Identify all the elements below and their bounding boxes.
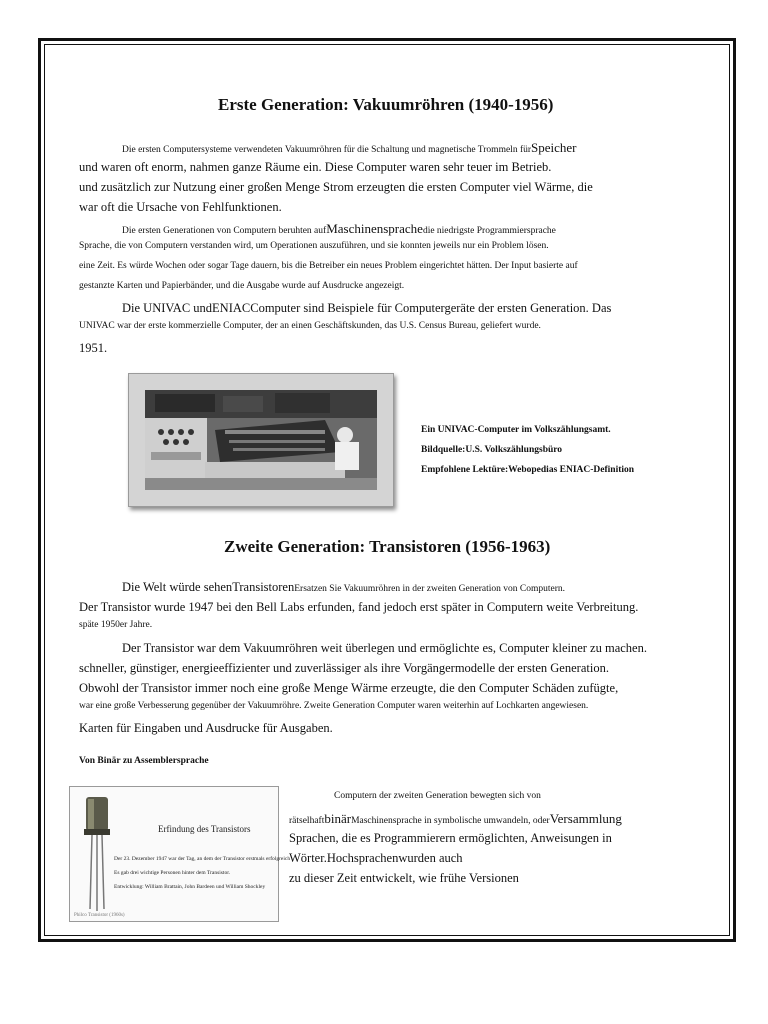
section-title-second-generation: Zweite Generation: Transistoren (1956-1963) xyxy=(224,537,551,556)
transistor-image-heading: Erfindung des Transistors xyxy=(158,824,251,834)
paragraph-line: UNIVAC war der erste kommerzielle Computer, der an einen Geschäftskunden, das U.S. Census Bureau, geliefert wurde. xyxy=(79,321,541,331)
paragraph-line: 1951. xyxy=(79,341,108,355)
paragraph-line: rätselhaftbinärMaschinensprache in symbolische umwandeln, oderVersammlung xyxy=(289,811,622,826)
paragraph-line: war eine große Verbesserung gegenüber der Vakuumröhre. Zweite Generation Computer waren weiterhin auf Lochkarten angewiesen. xyxy=(79,701,589,711)
transistor-image xyxy=(69,786,291,922)
link-binaer[interactable]: binär xyxy=(324,811,352,826)
link-transistoren[interactable]: Transistoren xyxy=(232,580,295,594)
paragraph-line: schneller, günstiger, energieeffizienter und zuverlässiger als ihre Vorgängermodelle der ersten Generation. xyxy=(79,661,609,675)
paragraph-line: Wörter.Hochsprachenwurden auch xyxy=(289,851,463,865)
link-speicher[interactable]: Speicher xyxy=(531,140,577,155)
transistor-image-line: Der 23. Dezember 1947 war der Tag, an dem der Transistor erstmals erfolgreich xyxy=(114,856,291,862)
paragraph-line: und waren oft enorm, nahmen ganze Räume ein. Diese Computer waren sehr teuer im Betrieb. xyxy=(79,160,552,174)
subheading-binary-to-assembly: Von Binär zu Assemblersprache xyxy=(79,756,209,766)
recommended-reading-link[interactable]: Empfohlene Lektüre:Webopedias ENIAC-Definition xyxy=(421,465,635,475)
paragraph-line: eine Zeit. Es würde Wochen oder sogar Tage dauern, bis die Betreiber ein neues Problem eingerichtet hätten. Der Input basierte auf xyxy=(79,261,578,271)
section-title-first-generation: Erste Generation: Vakuumröhren (1940-1956) xyxy=(218,95,554,114)
paragraph-line: Sprache, die von Computern verstanden wird, um Operationen auszuführen, und sie konnten jeweils nur ein Problem lösen. xyxy=(79,241,549,251)
transistor-image-line: Es gab drei wichtige Personen hinter dem Transistor. xyxy=(114,870,231,876)
transistor-image-line: Entwicklung: William Brattain, John Bardeen und William Shockley xyxy=(114,884,266,890)
paragraph-line: Sprachen, die es Programmierern ermöglichten, Anweisungen in xyxy=(289,831,612,845)
paragraph-line: und zusätzlich zur Nutzung einer großen Menge Strom erzeugten die ersten Computer viel Wärme, die xyxy=(79,180,593,194)
paragraph-line: Computern der zweiten Generation bewegten sich von xyxy=(334,791,541,801)
paragraph-line: Die Welt würde sehenTransistorenErsatzen Sie Vakuumröhren in der zweiten Generation von Computern. xyxy=(122,580,565,594)
paragraph-line: Karten für Eingaben und Ausdrucke für Ausgaben. xyxy=(79,721,333,735)
transistor-icon xyxy=(78,791,118,921)
paragraph-line: zu dieser Zeit entwickelt, wie frühe Versionen xyxy=(289,871,519,885)
paragraph-line: Der Transistor war dem Vakuumröhren weit überlegen und ermöglichte es, Computer kleiner zu machen. xyxy=(122,641,647,655)
paragraph-line: späte 1950er Jahre. xyxy=(79,620,153,630)
link-versammlung[interactable]: Versammlung xyxy=(549,811,622,826)
univac-photo-frame xyxy=(128,373,394,507)
transistor-image-footer: Philco Transistor (1960s) xyxy=(74,913,125,918)
paragraph-line: gestanzte Karten und Papierbänder, und die Ausgabe wurde auf Ausdrucke angezeigt. xyxy=(79,281,405,291)
link-eniac[interactable]: ENIAC xyxy=(212,301,251,315)
paragraph-line: Obwohl der Transistor immer noch eine große Menge Wärme erzeugte, die den Computer Schäden zufügte, xyxy=(79,681,619,695)
paragraph-line: Die ersten Generationen von Computern beruhten aufMaschinensprachedie niedrigste Programmiersprache xyxy=(122,221,556,236)
paragraph-line: war oft die Ursache von Fehlfunktionen. xyxy=(79,200,282,214)
photo-credit: Bildquelle:U.S. Volkszählungsbüro xyxy=(421,445,563,455)
paragraph-line: Der Transistor wurde 1947 bei den Bell Labs erfunden, fand jedoch erst später in Computern weite Verbreitung. xyxy=(79,600,639,614)
link-maschinensprache[interactable]: Maschinensprache xyxy=(326,221,423,236)
univac-photo xyxy=(145,390,377,490)
paragraph-line: Die ersten Computersysteme verwendeten Vakuumröhren für die Schaltung und magnetische Trommeln fürSpeicher xyxy=(122,140,577,155)
photo-caption: Ein UNIVAC-Computer im Volkszählungsamt. xyxy=(421,425,611,435)
univac-computer-illustration xyxy=(145,390,377,490)
paragraph-line: Die UNIVAC undENIACComputer sind Beispiele für Computergeräte der ersten Generation. Das xyxy=(122,301,612,315)
